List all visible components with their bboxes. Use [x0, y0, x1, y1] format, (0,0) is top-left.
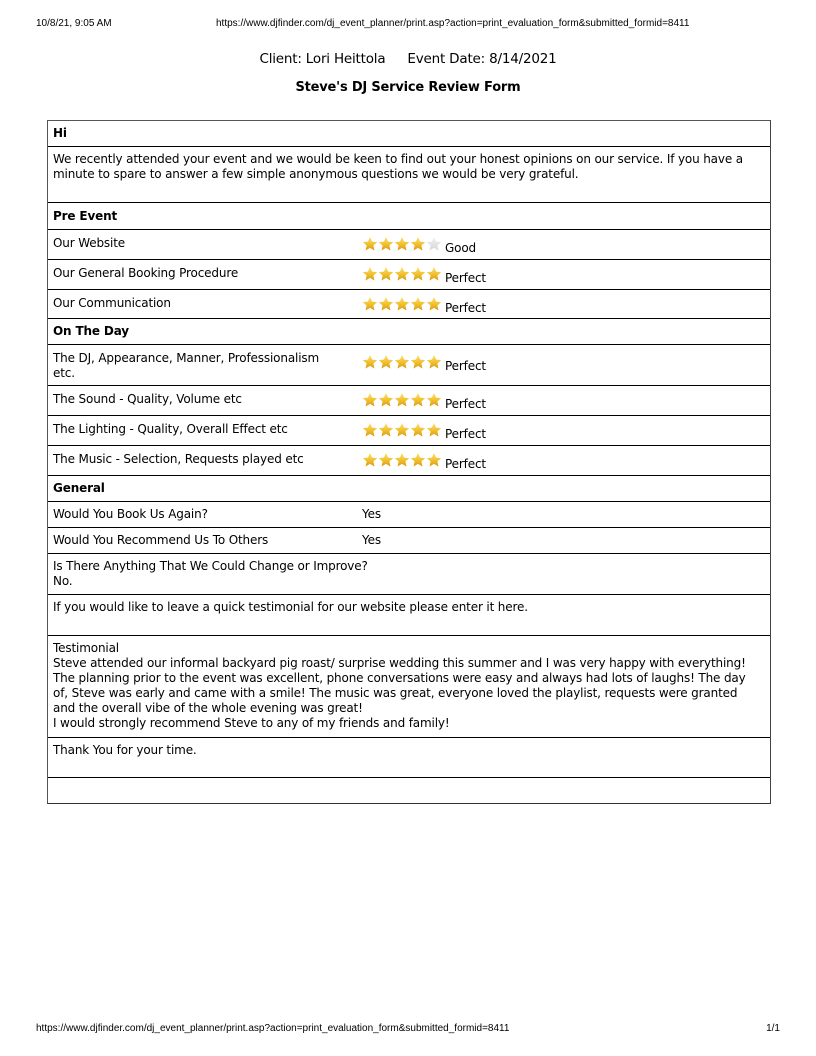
star-filled-icon [410, 392, 426, 408]
star-filled-icon [378, 354, 394, 370]
improve-answer: No. [53, 574, 73, 588]
page-number: 1/1 [766, 1023, 780, 1034]
star-rating [362, 236, 442, 252]
event-date: Event Date: 8/14/2021 [407, 51, 557, 67]
client-name: Client: Lori Heittola [259, 51, 386, 67]
answer-value: Yes [362, 533, 381, 547]
section-general [48, 476, 770, 502]
star-filled-icon [394, 354, 410, 370]
rating-label: The Music - Selection, Requests played etc [53, 452, 304, 466]
rating-text: Perfect [445, 300, 486, 315]
rating-value [362, 237, 476, 253]
print-url: https://www.djfinder.com/dj_event_planner/print.asp?action=print_evaluation_form&submitted_formid=8411 [216, 18, 690, 29]
star-filled-icon [378, 236, 394, 252]
intro-text: We recently attended your event and we would be keen to find out your honest opinions on our service. If you have a minute to spare to answer a few simple anonymous questions we would be very grateful. [53, 152, 743, 181]
rating-row-dj [48, 345, 770, 386]
greeting-text: Hi [53, 126, 67, 140]
star-filled-icon [362, 452, 378, 468]
star-filled-icon [410, 236, 426, 252]
section-title: On The Day [53, 324, 129, 338]
improve-question: Is There Anything That We Could Change or Improve? [53, 559, 368, 573]
rating-text: Perfect [445, 270, 486, 285]
question-label: Would You Book Us Again? [53, 507, 208, 521]
greeting-row [48, 121, 770, 147]
rating-label: The DJ, Appearance, Manner, Professionalism etc. [53, 351, 320, 380]
rating-row-communication [48, 290, 770, 319]
thank-you-text: Thank You for your time. [53, 743, 197, 757]
star-filled-icon [362, 266, 378, 282]
intro-row [48, 147, 770, 203]
star-filled-icon [426, 296, 442, 312]
star-filled-icon [394, 422, 410, 438]
star-filled-icon [410, 452, 426, 468]
star-rating [362, 266, 442, 282]
star-rating [362, 422, 442, 438]
star-filled-icon [378, 392, 394, 408]
section-title: Pre Event [53, 209, 118, 223]
star-empty-icon [426, 236, 442, 252]
rating-row-music [48, 446, 770, 476]
rating-value [362, 297, 486, 313]
print-datetime: 10/8/21, 9:05 AM [36, 18, 112, 29]
rating-text: Perfect [445, 396, 486, 411]
star-filled-icon [362, 236, 378, 252]
rating-row-sound [48, 386, 770, 416]
rating-row-website [48, 230, 770, 260]
client-info [0, 51, 816, 67]
rating-value [362, 423, 486, 439]
section-pre-event [48, 203, 770, 230]
star-filled-icon [362, 296, 378, 312]
rating-row-lighting [48, 416, 770, 446]
print-header [0, 18, 816, 32]
rating-label: The Lighting - Quality, Overall Effect etc [53, 422, 288, 436]
star-filled-icon [394, 392, 410, 408]
question-label: Would You Recommend Us To Others [53, 533, 269, 547]
star-rating [362, 452, 442, 468]
star-filled-icon [410, 422, 426, 438]
print-footer [0, 1023, 816, 1037]
star-filled-icon [426, 452, 442, 468]
rating-label: The Sound - Quality, Volume etc [53, 392, 242, 406]
star-filled-icon [426, 392, 442, 408]
star-rating [362, 296, 442, 312]
star-filled-icon [394, 452, 410, 468]
testimonial-prompt-row [48, 595, 770, 636]
testimonial-label: Testimonial [53, 641, 119, 655]
rating-value [362, 393, 486, 409]
testimonial-row [48, 636, 770, 738]
rating-value [362, 267, 486, 283]
thank-you-row [48, 738, 770, 778]
star-filled-icon [426, 422, 442, 438]
form-title: Steve's DJ Service Review Form [295, 80, 521, 95]
star-filled-icon [362, 354, 378, 370]
star-filled-icon [394, 236, 410, 252]
rating-text: Good [445, 240, 476, 255]
star-filled-icon [362, 422, 378, 438]
rating-text: Perfect [445, 358, 486, 373]
rating-label: Our Communication [53, 296, 171, 310]
testimonial-prompt: If you would like to leave a quick testimonial for our website please enter it here. [53, 600, 528, 614]
testimonial-text: Steve attended our informal backyard pig roast/ surprise wedding this summer and I was very happy with everything! The planning prior to the event was excellent, phone conversations were easy and always had lots of laughs! The day of, Steve was early and came with a smile! The music was great, everyone loved the playlist, requests were granted and the overall vibe of the whole evening was great! [53, 656, 746, 715]
star-filled-icon [378, 296, 394, 312]
review-form-table [47, 120, 771, 804]
answer-row-book-again [48, 502, 770, 528]
rating-text: Perfect [445, 456, 486, 471]
star-filled-icon [378, 266, 394, 282]
rating-label: Our General Booking Procedure [53, 266, 239, 280]
rating-value [362, 355, 486, 371]
star-filled-icon [410, 296, 426, 312]
rating-value [362, 453, 486, 469]
star-rating [362, 392, 442, 408]
rating-label: Our Website [53, 236, 125, 250]
section-on-the-day [48, 319, 770, 345]
star-filled-icon [410, 266, 426, 282]
star-rating [362, 354, 442, 370]
improve-row [48, 554, 770, 595]
section-title: General [53, 481, 105, 495]
empty-row [48, 778, 770, 803]
footer-url: https://www.djfinder.com/dj_event_planner/print.asp?action=print_evaluation_form&submitted_formid=8411 [36, 1023, 510, 1034]
answer-row-recommend [48, 528, 770, 554]
star-filled-icon [394, 266, 410, 282]
rating-row-booking [48, 260, 770, 290]
rating-text: Perfect [445, 426, 486, 441]
testimonial-closing: I would strongly recommend Steve to any of my friends and family! [53, 716, 450, 730]
answer-value: Yes [362, 507, 381, 521]
star-filled-icon [378, 452, 394, 468]
star-filled-icon [362, 392, 378, 408]
star-filled-icon [410, 354, 426, 370]
star-filled-icon [394, 296, 410, 312]
star-filled-icon [378, 422, 394, 438]
star-filled-icon [426, 266, 442, 282]
star-filled-icon [426, 354, 442, 370]
